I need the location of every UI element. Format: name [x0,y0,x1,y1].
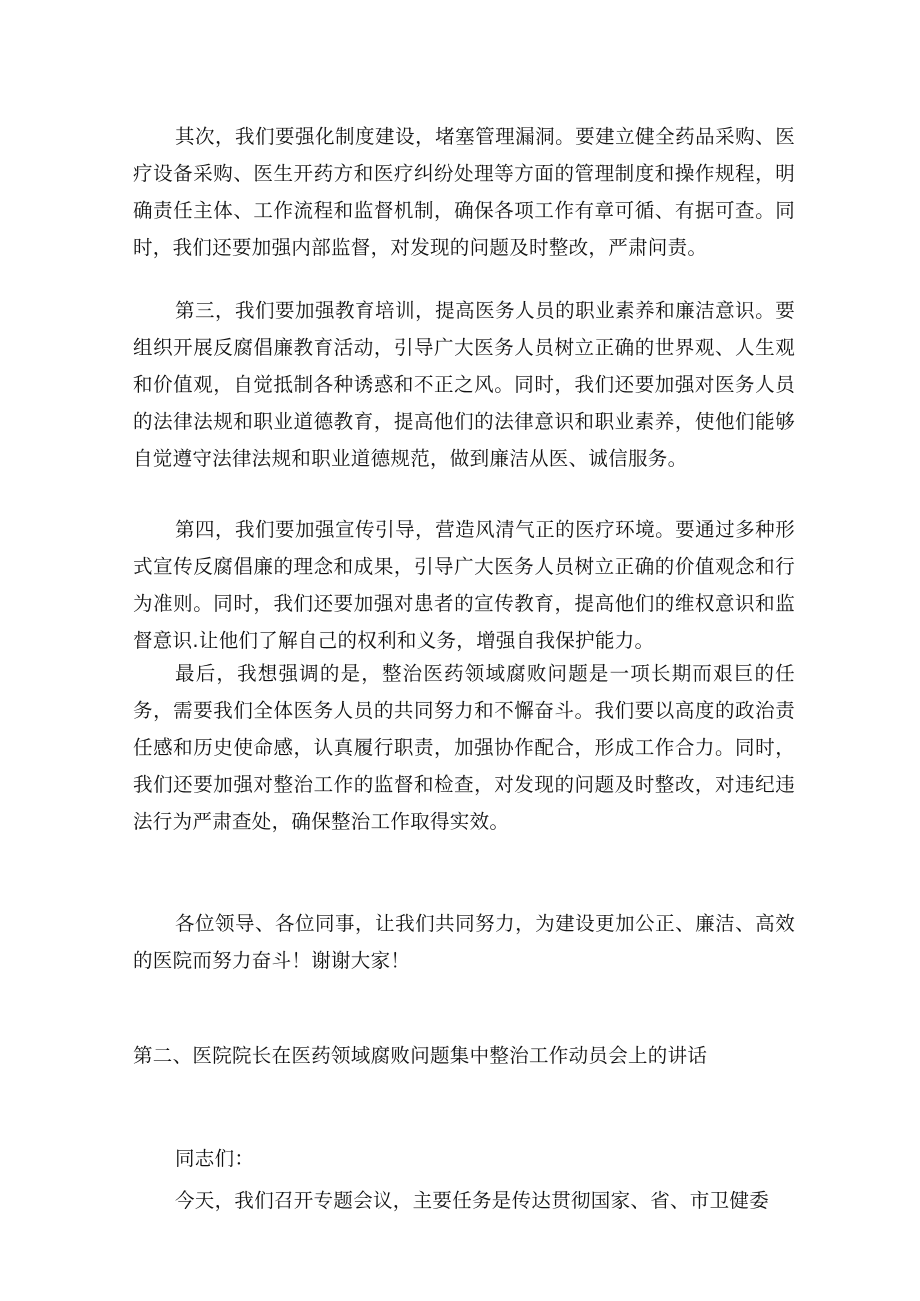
section-heading: 第二、医院院长在医药领域腐败问题集中整治工作动员会上的讲话 [133,1044,708,1067]
paragraph-publicity-guidance: 第四，我们要加强宣传引导，营造风清气正的医疗环境。要通过多种形式宣传反腐倡廉的理念和成果，引导广大医务人员树立正确的价值观念和行为准则。同时，我们还要加强对患者的宣传教育，提高他们的维权意识和监督意识.让他们了解自己的权利和义务，增强自我保护能力。 [133,518,795,652]
paragraph-conclusion: 最后，我想强调的是，整治医药领域腐败问题是一项长期而艰巨的任务，需要我们全体医务人员的共同努力和不懈奋斗。我们要以高度的政治责任感和历史使命感，认真履行职责，加强协作配合，形成工作合力。同时，我们还要加强对整治工作的监督和检查，对发现的问题及时整改，对违纪违法行为严肃查处，确保整治工作取得实效。 [133,662,795,833]
paragraph-institutional-building: 其次，我们要强化制度建设，堵塞管理漏洞。要建立健全药品采购、医疗设备采购、医生开药方和医疗纠纷处理等方面的管理制度和操作规程，明确责任主体、工作流程和监督机制，确保各项工作有章可循、有据可查。同时，我们还要加强内部监督，对发现的问题及时整改，严肃问责。 [133,125,795,259]
salutation: 同志们： [175,1147,255,1170]
paragraph-opening: 今天，我们召开专题会议，主要任务是传达贯彻国家、省、市卫健委 [175,1189,770,1212]
paragraph-closing-thanks: 各位领导、各位同事，让我们共同努力，为建设更加公正、廉洁、高效的医院而努力奋斗！谢谢大家！ [133,912,795,972]
paragraph-education-training: 第三，我们要加强教育培训，提高医务人员的职业素养和廉洁意识。要组织开展反腐倡廉教育活动，引导广大医务人员树立正确的世界观、人生观和价值观，自觉抵制各种诱惑和不正之风。同时，我们还要加强对医务人员的法律法规和职业道德教育，提高他们的法律意识和职业素养，使他们能够自觉遵守法律法规和职业道德规范，做到廉洁从医、诚信服务。 [133,299,795,470]
